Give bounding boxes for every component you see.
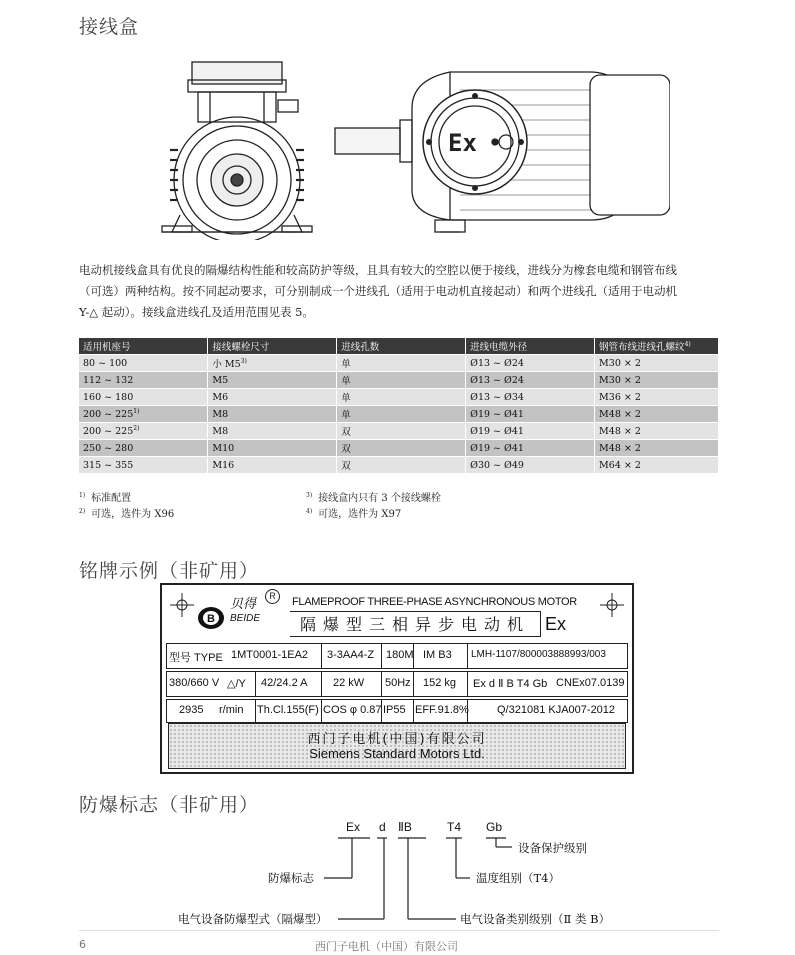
note-1: $^{1)}$ 标准配置 [79, 491, 132, 504]
motor-drawing [150, 50, 670, 240]
junction-box-table [79, 338, 719, 473]
spec-code: 3-3AA4-Z [327, 649, 375, 661]
mounting: IM B3 [423, 649, 452, 661]
crosshair-icon [170, 593, 194, 617]
table-cell: 80 ~ 100 [79, 355, 208, 372]
power-factor: COS φ 0.87 [323, 704, 382, 716]
table-cell: M30 × 2 [595, 355, 719, 372]
table-header-row [79, 338, 719, 355]
table-cell: 单 [337, 389, 466, 406]
table-cell: Ø30 ~ Ø49 [466, 457, 595, 474]
table-row [79, 457, 719, 474]
table-cell: 单 [337, 355, 466, 372]
table-row [79, 372, 719, 389]
frequency: 50Hz [385, 677, 411, 689]
crosshair-icon [600, 593, 624, 617]
beide-logo-icon [196, 605, 226, 631]
table-header-cell: 接线螺栓尺寸 [208, 338, 337, 355]
table-cell: M6 [208, 389, 337, 406]
table-cell: 双 [337, 457, 466, 474]
table-row [79, 389, 719, 406]
table-header-cell: 钢管布线进线孔螺纹$^{4)}$ [595, 338, 719, 355]
weight: 152 kg [423, 677, 457, 689]
section-title-nameplate: 铭牌示例（非矿用） [79, 560, 260, 582]
code-ex: Ex [346, 820, 361, 834]
label-gb: 设备保护级别 [518, 841, 587, 855]
table-row [79, 423, 719, 440]
code-gb: Gb [486, 820, 503, 834]
table-cell: 315 ~ 355 [79, 457, 208, 474]
connection: △/Y [227, 678, 246, 690]
frame-size: 180M [386, 649, 414, 661]
table-cell: M36 × 2 [595, 389, 719, 406]
speed-unit: r/min [219, 704, 244, 716]
nameplate-title-en: FLAMEPROOF THREE-PHASE ASYNCHRONOUS MOTOR [292, 596, 577, 608]
ex-marking: Ex d Ⅱ B T4 Gb [473, 678, 548, 690]
table-body [79, 355, 719, 474]
table-cell: M8 [208, 423, 337, 440]
section-title-ex-marking: 防爆标志（非矿用） [79, 794, 260, 816]
section-title-junction-box: 接线盒 [79, 16, 140, 38]
label-t4: 温度组别（T4） [476, 871, 560, 885]
code-iib: ⅡB [398, 820, 412, 834]
table-header-cell: 进线孔数 [337, 338, 466, 355]
table-cell: 250 ~ 280 [79, 440, 208, 457]
table-row [79, 440, 719, 457]
footer-company: 西门子电机（中国）有限公司 [315, 940, 458, 953]
table-cell: 双 [337, 423, 466, 440]
description-paragraph [79, 260, 724, 323]
table-cell: Ø19 ~ Ø41 [466, 406, 595, 423]
table-header-cell: 适用机座号 [79, 338, 208, 355]
table-cell: Ø13 ~ Ø24 [466, 355, 595, 372]
label-ex: 防爆标志 [268, 871, 314, 885]
motor-side-view [335, 72, 670, 232]
efficiency: EFF.91.8% [415, 704, 469, 716]
company-cn: 西门子电机(中国)有限公司 [307, 732, 487, 747]
table-cell: M48 × 2 [595, 406, 719, 423]
table-header-cell: 进线电缆外径 [466, 338, 595, 355]
description-line: 电动机接线盒具有优良的隔爆结构性能和较高防护等级，且具有较大的空腔以便于接线，进线分为橡套电缆和钢管布线 [79, 263, 677, 277]
table-cell: M8 [208, 406, 337, 423]
table-cell: Ø13 ~ Ø34 [466, 389, 595, 406]
nameplate-ex: Ex [545, 614, 567, 634]
code-d: d [379, 820, 386, 834]
type-label: 型号 TYPE [169, 652, 223, 664]
code-t4: T4 [447, 820, 462, 834]
power: 22 kW [333, 677, 365, 689]
nameplate-row-1 [166, 643, 628, 669]
table-cell: M64 × 2 [595, 457, 719, 474]
table-cell: M10 [208, 440, 337, 457]
page-number: 6 [79, 938, 86, 951]
company-band [168, 723, 626, 769]
table-cell: M16 [208, 457, 337, 474]
table-cell: 200 ~ 225$^{1)}$ [79, 406, 208, 423]
label-iib: 电气设备类别级别（Ⅱ 类 B） [460, 912, 611, 926]
insulation-class: Th.Cl.155(F) [257, 704, 319, 716]
table-cell: M30 × 2 [595, 372, 719, 389]
type-value: 1MT0001-1EA2 [231, 649, 309, 661]
ex-label: Ex [448, 129, 477, 157]
registered-mark: R [265, 589, 280, 604]
footer-divider [79, 930, 719, 931]
serial-number: LMH-1107/800003888993/003 [471, 649, 606, 660]
nameplate-row-2 [166, 671, 628, 697]
current: 42/24.2 A [261, 677, 308, 689]
table-cell: M48 × 2 [595, 440, 719, 457]
note-2: $^{2)}$ 可选，选件为 X96 [79, 507, 175, 520]
table-cell: 单 [337, 406, 466, 423]
nameplate [160, 583, 634, 774]
note-3: $^{3)}$ 接线盒内只有 3 个接线螺栓 [306, 491, 441, 504]
table-cell: 单 [337, 372, 466, 389]
table-cell: 双 [337, 440, 466, 457]
table-cell: 112 ~ 132 [79, 372, 208, 389]
table-cell: M48 × 2 [595, 423, 719, 440]
nameplate-title-cn: 隔爆型三相异步电动机 [300, 615, 531, 634]
table-row [79, 355, 719, 372]
table-cell: M5 [208, 372, 337, 389]
description-line: （可选）两种结构。按不同起动要求，可分别制成一个进线孔（适用于电动机直接起动）和两个进线孔（适用于电动机 [79, 284, 677, 298]
standard: Q/321081 KJA007-2012 [497, 704, 616, 716]
table-row [79, 406, 719, 423]
certificate: CNEx07.0139 [556, 677, 625, 689]
company-en: Siemens Standard Motors Ltd. [309, 746, 485, 761]
brand-en: BEIDE [230, 613, 261, 624]
table-cell: 160 ~ 180 [79, 389, 208, 406]
label-d: 电气设备防爆型式（隔爆型） [178, 912, 328, 926]
table-cell: 200 ~ 225$^{2)}$ [79, 423, 208, 440]
speed: 2935 [179, 704, 204, 716]
note-4: $^{4)}$ 可选，选件为 X97 [306, 507, 402, 520]
nameplate-row-3 [166, 699, 628, 723]
voltage: 380/660 V [169, 677, 220, 689]
brand-cn: 贝得 [230, 596, 257, 611]
motor-front-view [162, 62, 312, 240]
table-cell: Ø13 ~ Ø24 [466, 372, 595, 389]
ip-rating: IP55 [383, 704, 406, 716]
table-cell: Ø19 ~ Ø41 [466, 440, 595, 457]
description-line: Y-△ 起动）。接线盒进线孔及适用范围见表 5。 [79, 305, 314, 319]
svg-text:B: B [207, 613, 215, 625]
table-cell: Ø19 ~ Ø41 [466, 423, 595, 440]
table-cell: 小 M5$^{3)}$ [208, 355, 337, 372]
